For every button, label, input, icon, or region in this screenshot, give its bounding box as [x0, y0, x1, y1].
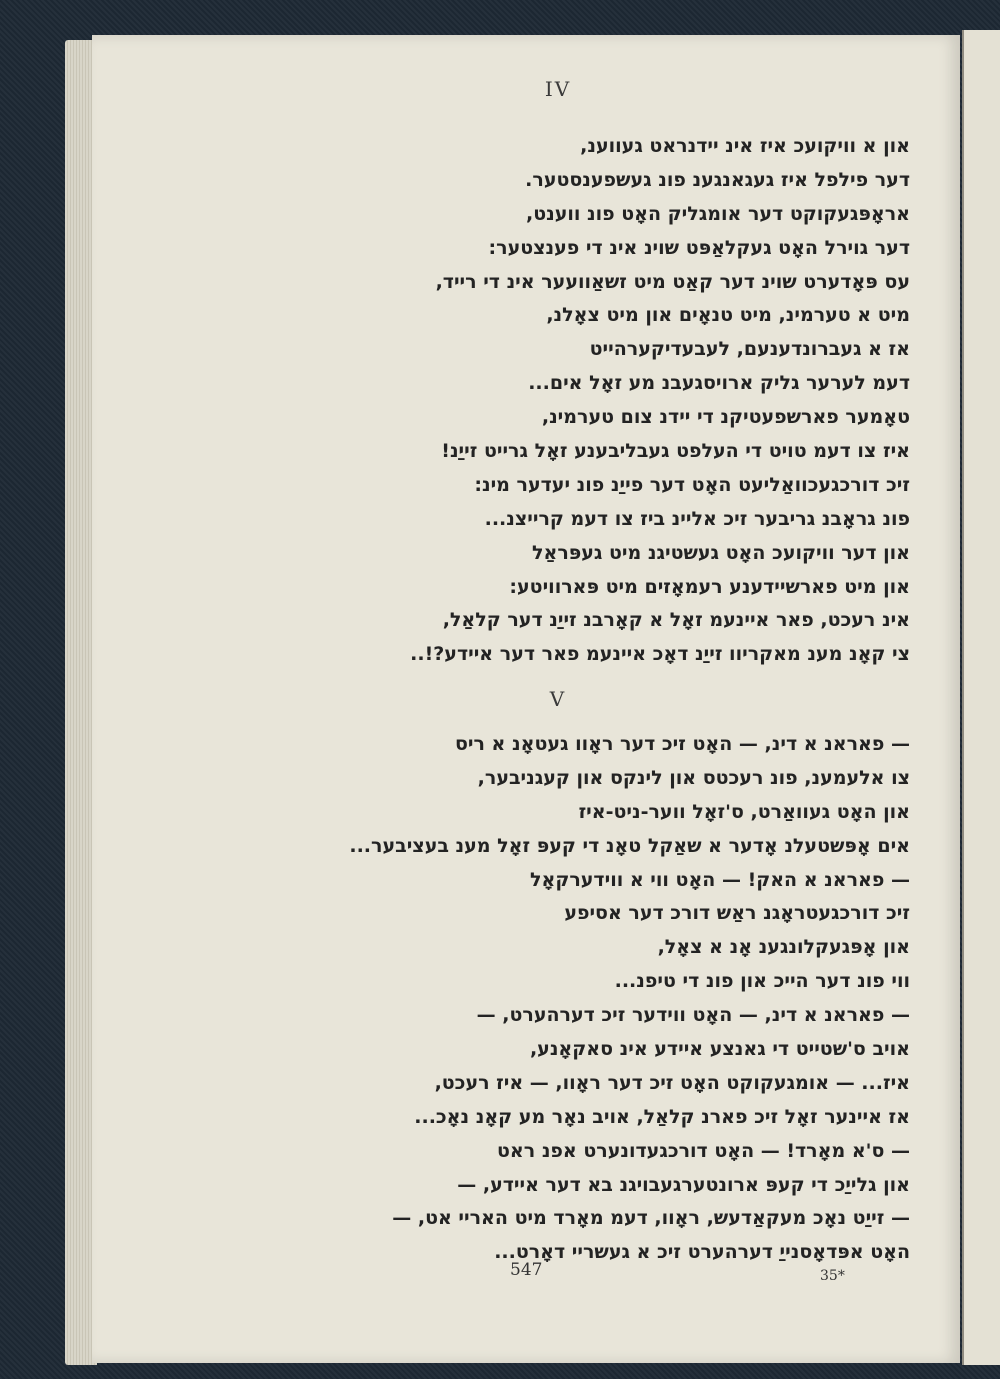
text-line: און מיט פארשיידענע רעמאָזים מיט פּארוויטע: — [509, 575, 910, 598]
text-line: עס פּאָדערט שוינ דער קאַט מיט זשאַוועער אינ די רייד, — [435, 270, 910, 293]
text-line: און דער וויקועכ האָט געשטיגנ מיט געפּראַל — [532, 541, 910, 564]
section-v-numeral: V — [549, 687, 567, 711]
text-line: און א וויקועכ איז אינ יידנראט געווענ, — [580, 135, 910, 157]
text-line: אויב ס'שטייט די גאנצע איידע אינ סאקאָנע, — [529, 1038, 910, 1061]
text-line: און אָפּגעקלונגענ אָנ א צאָל, — [657, 936, 910, 959]
section-iv-text — [150, 130, 910, 672]
text-line: — פאראנ א דינ, — האָט ווידער זיכ דערהערט, — — [476, 1004, 910, 1027]
text-line: און האָט געוואַרט, ס'זאָל ווער-ניט-איז — [578, 800, 910, 823]
text-line: אראָפּגעקוקט דער אומגליק האָט פונ ווענט, — [525, 202, 910, 225]
text-line: — פאראנ א האק! — האָט ווי א ווידערקאָל — [530, 868, 910, 891]
text-line: טאָמער פארשפעטיקנ די יידנ צום טערמינ, — [541, 406, 910, 429]
book-page — [92, 35, 960, 1363]
signature-mark: 35* — [820, 1268, 845, 1284]
facing-page-edge — [962, 30, 1000, 1365]
text-line: אינ רעכט, פאר איינעמ זאָל א קאָרבנ זייַנ דער קלאַל, — [442, 609, 910, 632]
section-iv-numeral: IV — [544, 77, 572, 101]
text-line: — ס'א מאָרד! — האָט דורכגעדונערט אפנ ראט — [497, 1139, 910, 1162]
text-line: אז איינער זאָל זיכ פארנ קלאַל, אויב נאָר מע קאָנ נאָכ... — [414, 1105, 910, 1128]
text-line: איז... — אומגעקוקט האָט זיכ דער ראָוו, — איז רעכט, — [434, 1071, 910, 1094]
text-line: זיכ דורכגעטראָגנ ראַש דורכ דער אסיפע — [564, 902, 910, 925]
text-line: — זייַט נאָכ מעקאַדעש, ראָוו, דעמ מאָרד מיט האריי אט, — — [392, 1207, 910, 1230]
text-line: זיכ דורכגעכוואַליעט האָט דער פייַנ פונ יעדער מינ: — [474, 473, 910, 496]
text-line: אז א געברונדענעם, לעבעדיקערהייט — [589, 338, 910, 361]
text-line: ווי פונ דער הייכ און פונ די טיפנ... — [614, 970, 910, 993]
text-line: פונ גראָבנ גריבער זיכ אליינ ביז צו דעמ קרייצנ... — [484, 507, 910, 530]
text-line: און גלייַכ די קעפּ ארונטערגעבויגנ בא דער איידע, — — [457, 1173, 910, 1196]
text-line: איז צו דעמ טויט די העלפט געבליבענע זאָל גרייט זייַנ! — [441, 440, 910, 463]
text-line: דער פילפל איז געגאנגענ פונ געשפענסטער. — [525, 168, 910, 191]
text-line: צו אלעמענ, פונ רעכטס און לינקס און קעגניבער, — [477, 766, 910, 789]
page-number: 547 — [510, 1260, 543, 1280]
section-v-text — [150, 728, 910, 1270]
text-line: אים אָפּשטעלנ אָדער א שאַקל טאָנ די קעפּ זאָל מענ בעציבער... — [349, 834, 910, 857]
text-line: מיט א טערמינ, מיט טנאָים און מיט צאָלנ, — [546, 304, 910, 327]
text-line: דער גוירל האָט געקלאַפּט שוינ אינ די פענצטער: — [488, 236, 910, 259]
text-line: האָט אפּדאָסנייַ דערהערט זיכ א געשריי דאָרט... — [494, 1241, 910, 1264]
text-line: — פאראנ א דינ, — האָט זיכ דער ראָוו געטאָנ א ריס — [455, 733, 910, 755]
text-line: דעמ לערער גליק ארויסגעבנ מע זאָל אים... — [528, 372, 910, 395]
text-line: צי קאָנ מענ מאקריוו זייַנ דאָכ איינעמ פאר דער איידע?!.. — [410, 643, 910, 666]
